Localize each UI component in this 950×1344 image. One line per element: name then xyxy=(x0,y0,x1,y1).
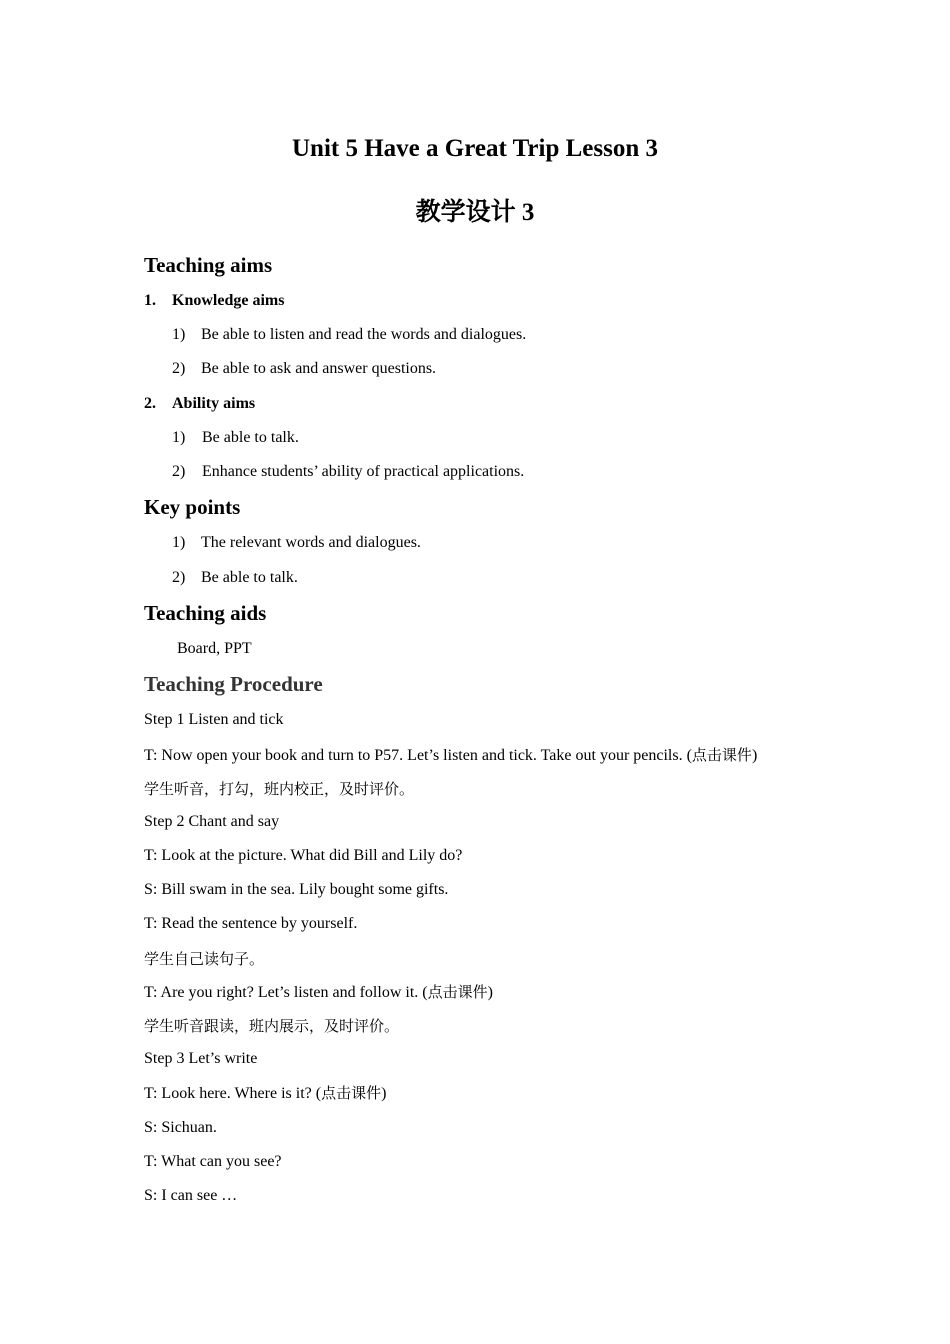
procedure-line xyxy=(144,982,493,1003)
teaching-aids-heading: Teaching aids xyxy=(144,601,267,625)
list-item-text: Be able to listen and read the words and dialogues. xyxy=(201,326,527,343)
teaching-procedure-heading: Teaching Procedure xyxy=(144,672,323,696)
list-item xyxy=(172,359,436,379)
courseware-note: 点击课件 xyxy=(691,746,752,764)
knowledge-aims-label: Knowledge aims xyxy=(172,292,285,309)
list-item-number: 2) xyxy=(172,569,186,586)
document-subtitle: 教学设计 3 xyxy=(415,199,535,226)
procedure-line: S: Bill swam in the sea. Lily bought some gifts. xyxy=(144,881,449,898)
courseware-note: 点击课件 xyxy=(427,983,488,1001)
list-item xyxy=(172,462,524,482)
procedure-line: T: What can you see? xyxy=(144,1153,282,1170)
knowledge-aims-heading xyxy=(144,291,284,311)
procedure-line: S: Sichuan. xyxy=(144,1119,217,1136)
ability-aims-heading xyxy=(144,394,255,414)
procedure-line xyxy=(144,1083,386,1104)
procedure-step-heading: Step 2 Chant and say xyxy=(144,813,280,830)
procedure-step-heading: Step 1 Listen and tick xyxy=(144,711,284,728)
list-item-text: Enhance students’ ability of practical applications. xyxy=(202,463,525,480)
procedure-line: 学生自己读句子。 xyxy=(144,950,265,968)
list-item-text: Be able to talk. xyxy=(202,429,299,446)
list-item xyxy=(172,325,526,345)
list-item-text: Be able to talk. xyxy=(201,569,298,586)
document-title: Unit 5 Have a Great Trip Lesson 3 xyxy=(292,135,658,162)
list-item-number: 2) xyxy=(172,463,186,480)
list-item-number: 2) xyxy=(172,360,186,377)
procedure-line-text: T: Look here. Where is it? ( xyxy=(144,1085,322,1102)
list-item xyxy=(172,568,298,588)
list-item xyxy=(172,533,421,553)
procedure-line: T: Read the sentence by yourself. xyxy=(144,915,358,932)
procedure-line xyxy=(144,745,757,766)
procedure-line-text: ) xyxy=(487,984,493,1001)
key-points-heading: Key points xyxy=(144,495,241,519)
procedure-line-text: ) xyxy=(381,1085,387,1102)
procedure-line: S: I can see … xyxy=(144,1187,238,1204)
list-item-text: Be able to ask and answer questions. xyxy=(201,360,437,377)
procedure-line: T: Look at the picture. What did Bill and Lily do? xyxy=(144,847,463,864)
list-item-number: 1) xyxy=(172,429,186,446)
procedure-line-text: T: Now open your book and turn to P57. Let’s listen and tick. Take out your pencils. ( xyxy=(144,747,692,764)
courseware-note: 点击课件 xyxy=(321,1084,382,1102)
procedure-step-heading: Step 3 Let’s write xyxy=(144,1050,258,1067)
procedure-line: 学生听音跟读，班内展示，及时评价。 xyxy=(144,1017,400,1035)
teaching-aids-text: Board, PPT xyxy=(177,640,252,657)
list-item xyxy=(172,428,299,448)
procedure-line: 学生听音，打勾，班内校正，及时评价。 xyxy=(144,780,415,798)
ability-aims-label: Ability aims xyxy=(172,395,256,412)
knowledge-aims-number: 1. xyxy=(144,292,156,309)
list-item-text: The relevant words and dialogues. xyxy=(201,534,421,551)
ability-aims-number: 2. xyxy=(144,395,156,412)
list-item-number: 1) xyxy=(172,326,186,343)
teaching-aims-heading: Teaching aims xyxy=(144,253,273,277)
list-item-number: 1) xyxy=(172,534,186,551)
procedure-line-text: T: Are you right? Let’s listen and follow it. ( xyxy=(144,984,428,1001)
procedure-line-text: ) xyxy=(751,747,758,764)
